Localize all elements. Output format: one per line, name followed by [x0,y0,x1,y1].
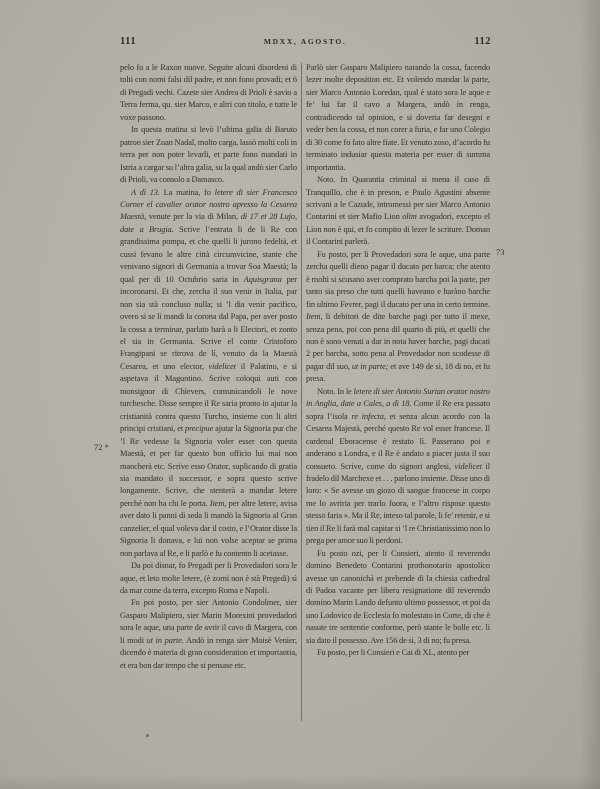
paragraph [120,62,297,124]
italic-text-segment: Item, [306,312,323,322]
text-segment: In questa matina si levò l’ultima galia di Baruto patron sier Zuan Nadal, molto carga, lassò molti coli in terra per non poter levarli, et parte fono mandati in Istria a cargar su l’altra galia, su la qual andò sier Carlo di Prioli, va consolo a Damasco. [120,125,297,185]
text-segment: ajutar la Signoria pur che ’l Re vedesse la Signoria voler esser con questa Maestà, et per far questo bon officio lui mai non mancherà etc. Scrive esso Orator, suplicando di gratia sia mandato il successor, e sopra questo scrive longamente. Scrive, che stenterà a mandar letere perché non ha chi le porta. [120,424,297,508]
italic-text-segment: ut in parte. [146,635,184,645]
text-segment: Come il Re era passato sopra l’isola [306,399,490,421]
italic-text-segment: A dì 13. [131,187,160,197]
paragraph [306,62,490,174]
paragraph [306,174,490,249]
text-segment: La matina, fo [159,187,215,197]
text-segment: Fu posto ozi, per li Consieri, atento il reverendo domino Benedeto Contarini prothonotario apostolico avesse un canonichà et prebende di la chiesia cathedral di Padoa vacante per libera resignatione dil reverendo domino Marin Lando defunto ultimo possessor, et poi da uno Lodovico de Ecclesia fo molestato in Corte, di che è nasute tre sententie conforme, però stante le bolle etc. li sia dato il possesso. Ave 156 de sì, 3 di no; fu presa. [306,548,490,645]
italic-text-segment: re infecta, [351,411,386,421]
text-segment: li debitori de dite barche pagi per tutto il mexe, senza pena, poi con pena dil quarto di più, et quelli che non è sono venuti a dar in nota haver barche, pagi ducati 2 per barcha, sotto pena al Provedador non scodesse di pagar dil suo, [306,312,490,371]
italic-text-segment: videlicet [454,461,482,471]
text-segment: pelo fo a le Raxon nuove. Seguite alcuni disordeni di tolti con nomi falsi dil padre, et non fono provadi; et 6 di Pregadi vechi. Cazete sier Andrea di Prioli è savio a Terra ferma, qu. sier Marco, e altri con titolo, e tutte le voxe passono. [120,63,297,122]
text-segment: Scrive l’entrata li de li Re con grandissima pompa, et che quelli li jurono fedeltà, et cussi fevano le altre città circumvicine, stante che venivano signori di Germania a trovar Soa Maestà; la qual per di 10 Octubrio saria in [120,224,297,284]
text-segment: et senza alcun acordo con la Cesarea Majestà, perché questo Re vol esser francese. Il cardenal Eboracense è restato lì. Passerano poi e anderano a Londra, e il Re è andato a piacer justa il suo consueto. Scrive, come do signori anglesi, [306,411,490,471]
text-block [120,62,491,721]
text-segment: Fu posto, per li Provedadori sora le aque, una parte zercha quelli dieno pagar il ducato per barca; che atento è molti si scusano aver comprato barcha poi la parte, per tanto sia preso che tutti quelli haveano e haràno barche fin ultimo Fevrer, pagi il ducato per una in certo termine. [306,249,490,309]
left-column [120,62,297,721]
page-number-left: 111 [120,36,137,47]
paragraph [306,249,490,386]
page-bottom-shadow [0,775,600,789]
paragraph [306,647,490,659]
text-segment: et ave 149 de sì, 18 di no, et fu presa. [306,361,490,384]
text-segment: per altre letere, avisa aver dato li panni di seda li mandò la Signoria al Gran canzelier, el qual voleva dar il costo, e l’Orator disse la Signoria li donava, e lui non volse aceptar se prima non parlava al Re, e li parlò e fu contento li acetasse. [120,498,297,558]
text-segment: il fradelo dil Marchexe et . . . parlono insieme. Disse uno di loro: « Se avesse un giozo di sangue francese in corpo me lo avriria per trarlo fuora, e l’altro rispose questo stesso faria ». Ma il Re, inteso tal parole, li fe’ retenir, e si tien il Re li farà mal capitar si ’l re Christianissimo non lo prega per amor suo li perdoni. [306,461,490,546]
italic-text-segment: videlicet [208,361,237,371]
running-title: MDXX, AGOSTO. [263,37,347,46]
text-segment: Da poi disnar, fo Pregadi per li Provedadori sora le aque, et leto molte letere, (è zorni non è stà Pregedi) sì da mar come da terra, excepto Roma e Napoli. [120,561,297,596]
page-number-right: 112 [474,36,491,47]
text-segment: per incoronarsi. Et che, zercha il suo venir in Italia, par non sia stà concluso nulla; si ’l dia venir pacifico, overo si se li mandi la corona dal Papa, per aver posto la cossa a terminar, parlato harà a li Electori, et zonto el sia in Germania. Scrive el conte Cristoforo Frangipani se ritrova de lì, venuto da la Maestà Cesarea, et uno elector, [120,274,297,371]
italic-text-segment: ut in parte; [351,361,389,371]
paragraph [120,560,297,597]
text-segment: Parlò sier Gasparo Malipiero narando la cossa, facendo lezer molte deposition etc. Et volendo mandar la parte, sier Marco Antonio Loredan, qual è stato sora le aque e fe’ lui far il cavo a Margera, andò in renga, contradicendo tal opinion, e si doveria far desegni e veder ben la cossa, et non corer a furia, e far uno Colegio di 30 come fo fato altre fiate. Et venuto zoso, d’acordo fu terminato indusiar questa materia per esser di summa importantia. [306,63,490,172]
text-segment: Fo poi posto, per sier Antonio Condolmer, sier Gasparo Malipiero, sier Marin Morexini provedadori sora le aque, una parte de avrir il cavo di Margera, con li modi [120,598,297,645]
paragraph [120,187,297,561]
paragraph [306,386,490,548]
italic-text-segment: precipue [185,424,214,434]
italic-text-segment: letere di sier Antonio Surian orator nostro in Anglia, date a Cales, a dì 18. [306,386,490,409]
margin-note-right: 73 [496,247,505,257]
ink-speck [146,734,149,737]
text-segment: Noto. In le [317,386,354,396]
column-divider-rule [301,63,302,721]
italic-text-segment: olim [402,212,417,222]
margin-note-left: 72 * [94,442,109,452]
text-segment: venute per la via di Milan, [146,212,241,222]
italic-text-segment: Item, [209,498,227,508]
page-header [120,36,491,47]
paragraph [120,597,297,672]
italic-text-segment: letere di sier Francesco Corner el cavalier orator nostro apresso la Cesarea Maestà, [120,187,297,222]
text-segment: Noto. In Quarantia criminal si mena il caso di Tranquillo, che è in preson, e Paulo Agustini absente scrivani a le Cazude, intromessi per sier Marco Antonio Contarini et sier Mafio Lion [306,175,490,222]
italic-text-segment: Aquisgrana [243,274,282,284]
right-column [306,62,490,721]
italic-text-segment: di 17 et 28 Lujo, date a Brugia. [120,212,297,234]
text-segment: il Palatino, e si aspetava il Maguntino. Scrive coloqui auti con monsignor di Chievers, comunicandoli le nove turchesche. Disse sempre il Re saria pronto in ajutar la cristianità contra questo Turcho, insieme con li altri principi cristiani, et [120,361,298,434]
text-segment: Fu posto, per li Consieri e Cai di XL, atento per [317,648,470,658]
page-edge-shadow [580,0,600,789]
paragraph [306,548,490,648]
paragraph [120,124,297,186]
text-segment: avogadori, excepto el Lion non è qui, et fo compito di lezer le scriture. Doman il Contarini parlerà. [306,212,490,247]
text-segment: Andò in renga sier Moisè Venier, dicendo è materia di gran consideration et importantia, et era bon dar tempo che si pensase etc. [120,635,297,670]
